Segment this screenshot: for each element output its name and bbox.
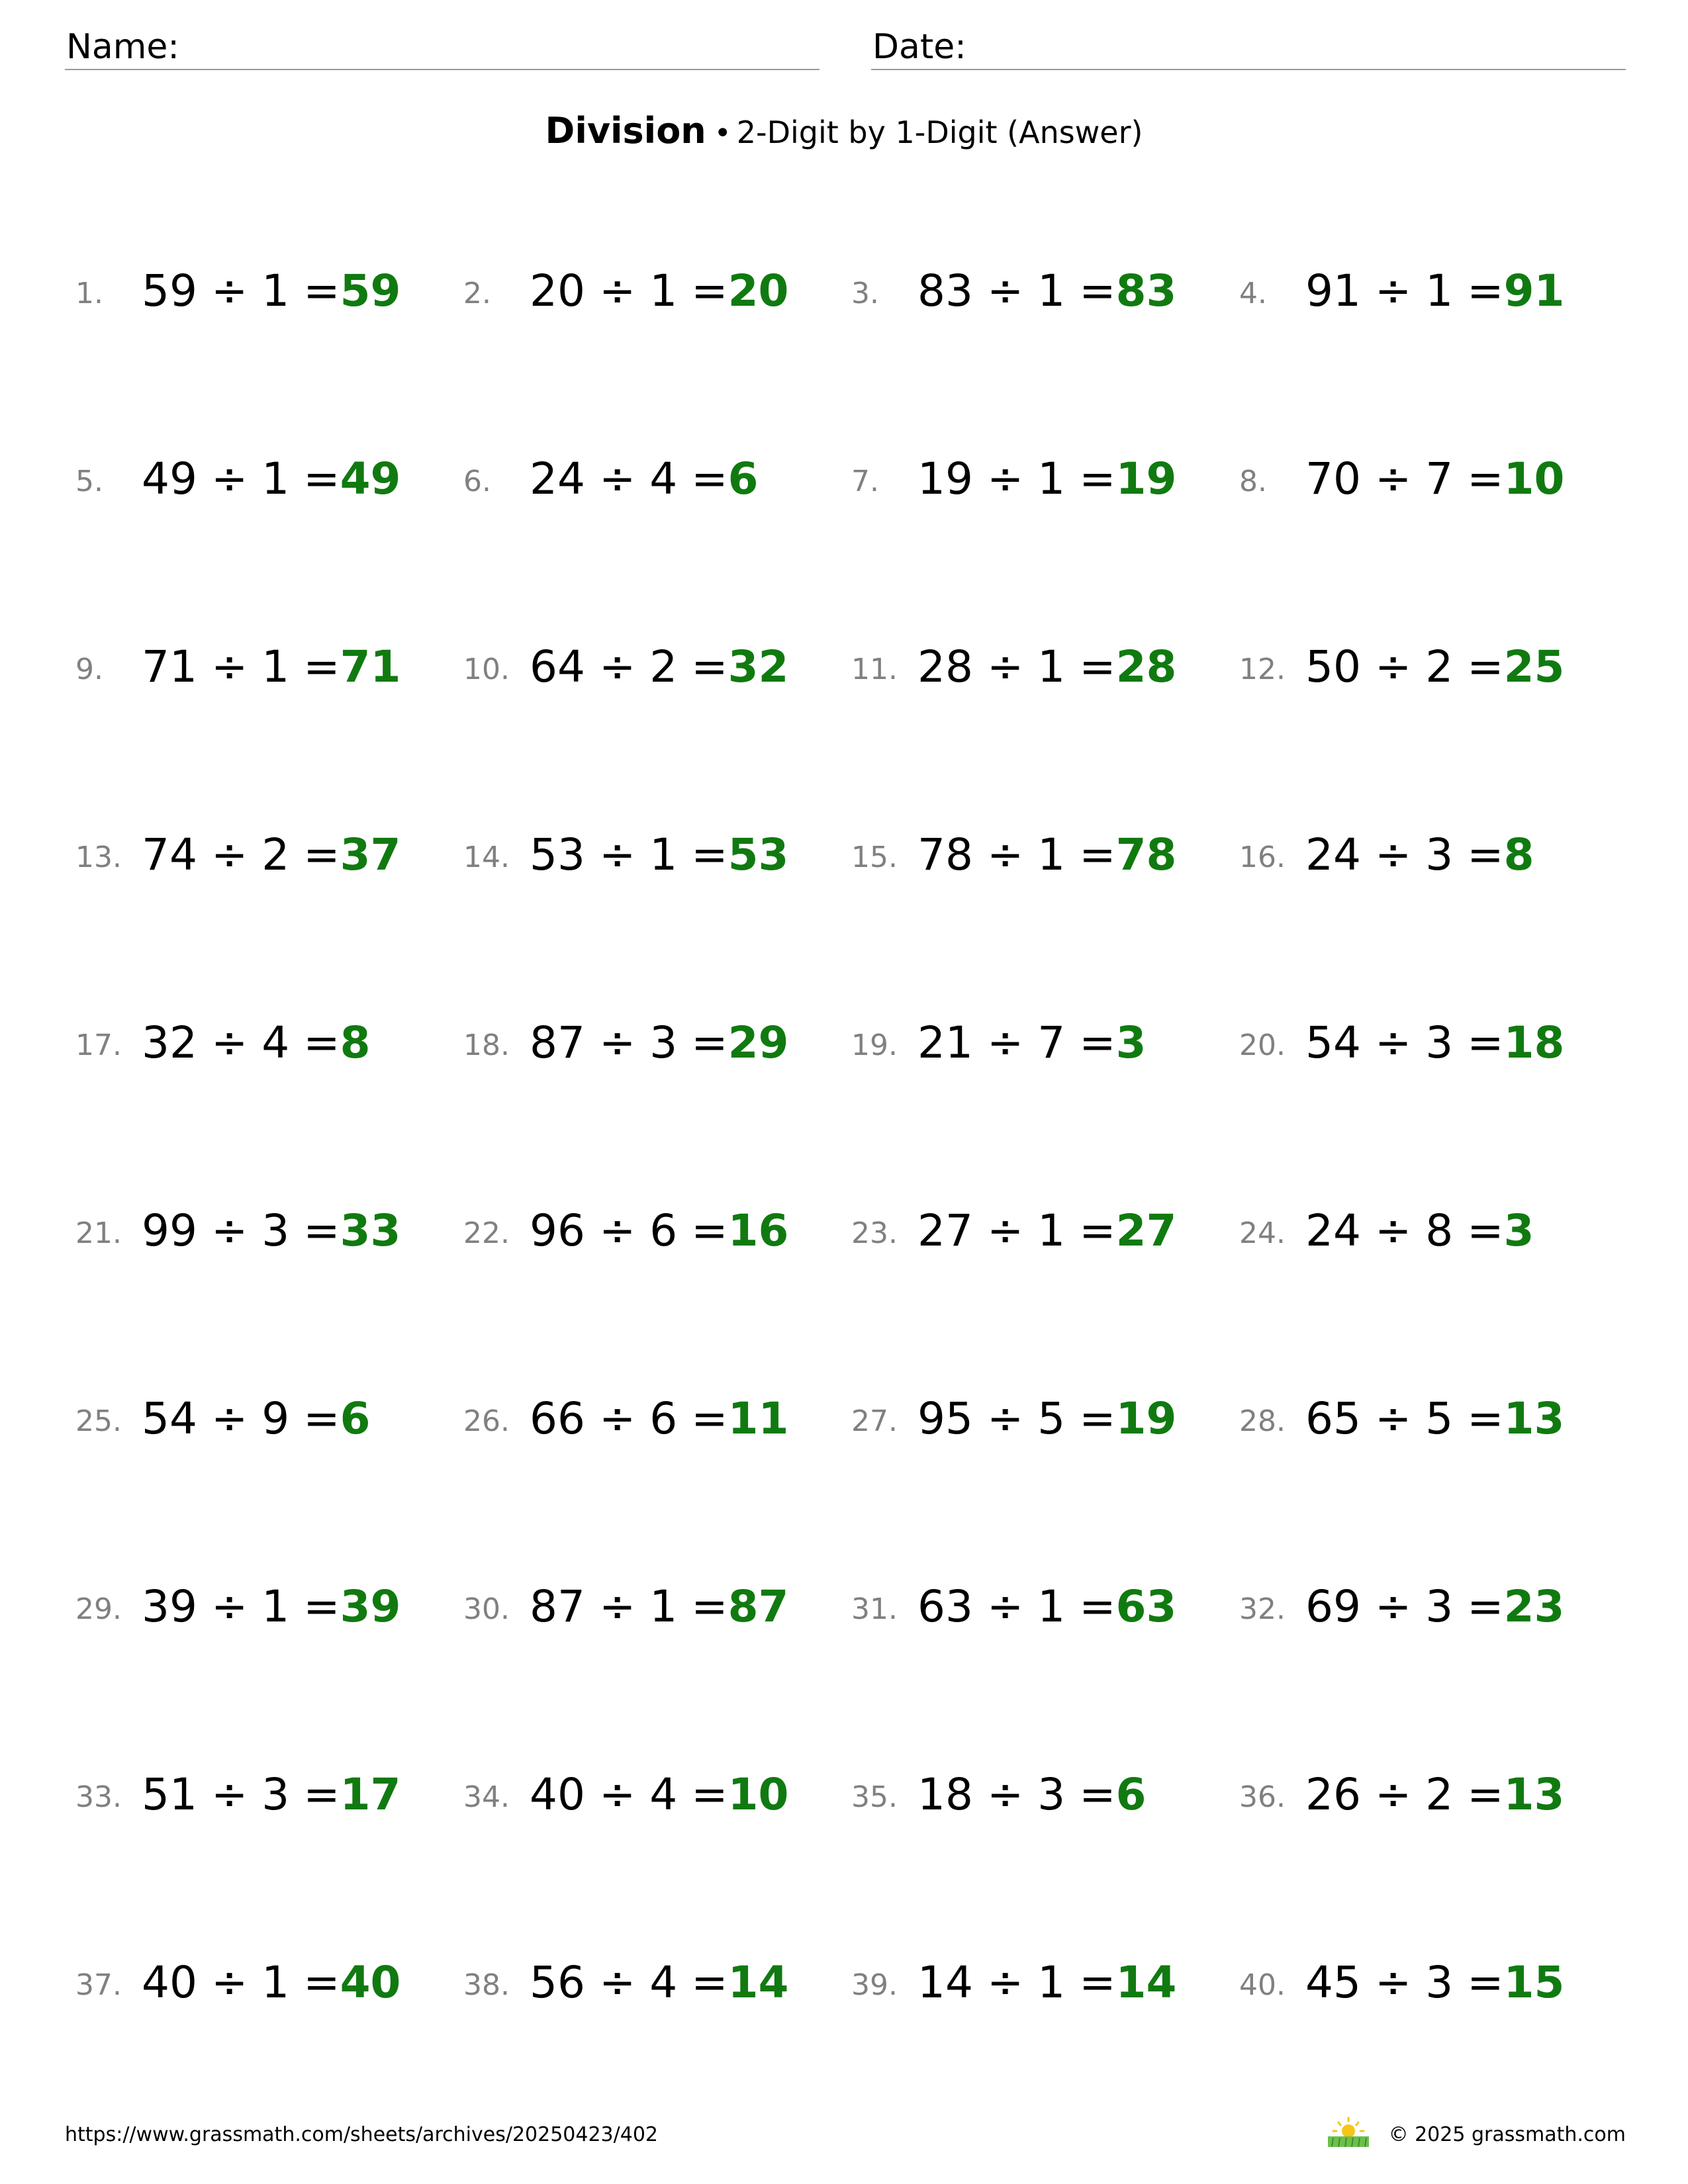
divisor: 7 [1425,453,1454,504]
dividend: 59 [142,265,197,316]
problem-number: 4. [1239,277,1267,310]
answer: 8 [340,1017,371,1068]
divisor: 1 [1037,453,1066,504]
divide-sign: ÷ [986,453,1024,504]
divide-sign: ÷ [986,1769,1024,1820]
dividend: 74 [142,829,197,880]
divisor: 6 [649,1393,678,1444]
date-label: Date: [872,27,966,67]
divide-sign: ÷ [1374,1393,1412,1444]
answer: 78 [1115,829,1177,880]
problem-number: 3. [851,277,879,310]
dividend: 40 [142,1957,197,2008]
problem-expression [530,1574,788,1640]
problem-number: 1. [75,277,103,310]
divide-sign: ÷ [211,1957,248,2008]
divisor: 1 [261,453,290,504]
equals-sign: = [691,453,728,504]
equals-sign: = [1079,265,1116,316]
problem-number: 8. [1239,465,1267,498]
problem-expression [530,634,788,700]
dividend: 78 [917,829,973,880]
equals-sign: = [303,829,340,880]
problem-number: 35. [851,1780,898,1814]
answer: 13 [1503,1393,1565,1444]
dividend: 66 [530,1393,585,1444]
problem-number: 2. [463,277,491,310]
problem-expression [917,1762,1147,1828]
divisor: 1 [649,265,678,316]
answer: 53 [727,829,789,880]
problem-number: 40. [1239,1968,1286,2002]
equals-sign: = [691,1393,728,1444]
problem-number: 23. [851,1216,898,1250]
divide-sign: ÷ [986,1205,1024,1256]
problem-expression [530,822,788,888]
problem-expression [530,446,759,512]
dividend: 39 [142,1581,197,1632]
answer: 91 [1503,265,1565,316]
date-field[interactable] [871,25,1626,70]
divide-sign: ÷ [211,1017,248,1068]
answer: 63 [1115,1581,1177,1632]
answer: 16 [727,1205,789,1256]
answer: 33 [340,1205,401,1256]
equals-sign: = [691,1957,728,2008]
problem-number: 21. [75,1216,122,1250]
problem-number: 10. [463,653,510,686]
dividend: 71 [142,641,197,692]
divide-sign: ÷ [211,265,248,316]
divisor: 3 [1425,1957,1454,2008]
equals-sign: = [691,641,728,692]
dividend: 27 [917,1205,973,1256]
equals-sign: = [1467,1393,1504,1444]
dividend: 24 [530,453,585,504]
divide-sign: ÷ [1374,641,1412,692]
divide-sign: ÷ [1374,453,1412,504]
divide-sign: ÷ [598,1957,636,2008]
dividend: 54 [142,1393,197,1444]
problem-number: 5. [75,465,103,498]
divisor: 3 [261,1769,290,1820]
equals-sign: = [691,265,728,316]
worksheet-title [0,105,1688,166]
dividend: 83 [917,265,973,316]
equals-sign: = [691,1205,728,1256]
problem-number: 17. [75,1028,122,1062]
answer: 11 [727,1393,789,1444]
divisor: 1 [261,641,290,692]
problem-expression [1305,1950,1564,2016]
problem-expression [917,1386,1176,1452]
problem-number: 30. [463,1592,510,1626]
dividend: 21 [917,1017,973,1068]
divisor: 7 [1037,1017,1066,1068]
problem-expression [917,1950,1176,2016]
divisor: 1 [1037,1957,1066,2008]
problem-number: 24. [1239,1216,1286,1250]
problem-expression [917,1574,1176,1640]
problem-expression [530,1010,788,1076]
dividend: 45 [1305,1957,1361,2008]
divide-sign: ÷ [211,641,248,692]
answer: 8 [1503,829,1534,880]
equals-sign: = [303,1769,340,1820]
divide-sign: ÷ [986,265,1024,316]
divide-sign: ÷ [986,1581,1024,1632]
divisor: 2 [1425,1769,1454,1820]
equals-sign: = [303,1205,340,1256]
problem-expression [1305,258,1564,324]
problem-number: 34. [463,1780,510,1814]
grass-sun-logo-icon [1327,2115,1370,2148]
problem-expression [530,1386,788,1452]
divisor: 3 [1425,1581,1454,1632]
problem-expression [1305,1386,1564,1452]
name-label: Name: [66,27,179,67]
equals-sign: = [303,1393,340,1444]
answer: 19 [1115,453,1177,504]
divide-sign: ÷ [598,1205,636,1256]
problem-number: 7. [851,465,879,498]
divide-sign: ÷ [598,1017,636,1068]
divide-sign: ÷ [1374,1769,1412,1820]
problem-expression [142,1198,400,1264]
answer: 37 [340,829,401,880]
problem-number: 37. [75,1968,122,2002]
dividend: 56 [530,1957,585,2008]
dividend: 53 [530,829,585,880]
divisor: 1 [1037,641,1066,692]
dividend: 49 [142,453,197,504]
title-subtitle: 2-Digit by 1-Digit (Answer) [736,114,1143,150]
problem-number: 28. [1239,1404,1286,1438]
equals-sign: = [691,1769,728,1820]
answer: 25 [1503,641,1565,692]
dividend: 19 [917,453,973,504]
problem-expression [1305,1574,1564,1640]
equals-sign: = [303,265,340,316]
answer: 59 [340,265,401,316]
problem-number: 32. [1239,1592,1286,1626]
problem-number: 25. [75,1404,122,1438]
divisor: 4 [649,1769,678,1820]
dividend: 69 [1305,1581,1361,1632]
divisor: 3 [1425,1017,1454,1068]
equals-sign: = [1079,829,1116,880]
divisor: 2 [261,829,290,880]
problem-expression [142,1010,371,1076]
dividend: 40 [530,1769,585,1820]
problem-expression [1305,1198,1534,1264]
divisor: 1 [261,1581,290,1632]
answer: 87 [727,1581,789,1632]
divide-sign: ÷ [598,453,636,504]
dividend: 26 [1305,1769,1361,1820]
answer: 15 [1503,1957,1565,2008]
answer: 71 [340,641,401,692]
answer: 49 [340,453,401,504]
problem-number: 20. [1239,1028,1286,1062]
problem-expression [917,446,1176,512]
answer: 10 [727,1769,789,1820]
equals-sign: = [1079,1393,1116,1444]
divisor: 2 [649,641,678,692]
problem-expression [917,1198,1176,1264]
divisor: 3 [1425,829,1454,880]
divisor: 1 [1037,829,1066,880]
dividend: 63 [917,1581,973,1632]
answer: 3 [1115,1017,1147,1068]
problem-number: 6. [463,465,491,498]
divisor: 5 [1037,1393,1066,1444]
divide-sign: ÷ [598,1769,636,1820]
divisor: 1 [649,1581,678,1632]
answer: 3 [1503,1205,1534,1256]
divide-sign: ÷ [986,641,1024,692]
divide-sign: ÷ [1374,829,1412,880]
title-bullet: • [714,116,731,150]
problem-number: 27. [851,1404,898,1438]
divide-sign: ÷ [1374,1017,1412,1068]
dividend: 87 [530,1581,585,1632]
problem-expression [1305,1762,1564,1828]
problem-expression [917,634,1176,700]
equals-sign: = [691,829,728,880]
answer: 10 [1503,453,1565,504]
problem-number: 18. [463,1028,510,1062]
dividend: 50 [1305,641,1361,692]
problem-expression [1305,1010,1564,1076]
problem-number: 22. [463,1216,510,1250]
divide-sign: ÷ [986,1957,1024,2008]
divisor: 4 [649,453,678,504]
divisor: 3 [1037,1769,1066,1820]
divisor: 4 [649,1957,678,2008]
equals-sign: = [1467,641,1504,692]
equals-sign: = [303,1957,340,2008]
answer: 14 [1115,1957,1177,2008]
equals-sign: = [1079,1769,1116,1820]
equals-sign: = [303,641,340,692]
equals-sign: = [1467,1205,1504,1256]
title-main: Division [545,110,706,152]
divisor: 1 [261,1957,290,2008]
equals-sign: = [1467,1957,1504,2008]
divide-sign: ÷ [598,829,636,880]
answer: 28 [1115,641,1177,692]
dividend: 54 [1305,1017,1361,1068]
divisor: 6 [649,1205,678,1256]
problem-expression [142,446,400,512]
divisor: 3 [649,1017,678,1068]
dividend: 91 [1305,265,1361,316]
problem-expression [1305,634,1564,700]
problem-expression [530,1950,788,2016]
divide-sign: ÷ [211,1393,248,1444]
equals-sign: = [303,453,340,504]
problem-number: 13. [75,841,122,874]
divide-sign: ÷ [1374,1581,1412,1632]
equals-sign: = [1467,1017,1504,1068]
answer: 6 [1115,1769,1147,1820]
problem-expression [142,822,400,888]
problem-expression [917,1010,1147,1076]
equals-sign: = [691,1581,728,1632]
problem-expression [142,1386,371,1452]
answer: 19 [1115,1393,1177,1444]
answer: 6 [340,1393,371,1444]
dividend: 96 [530,1205,585,1256]
divisor: 1 [1037,1205,1066,1256]
footer-url[interactable]: https://www.grassmath.com/sheets/archives/20250423/402 [65,2123,659,2146]
answer: 20 [727,265,789,316]
problem-number: 11. [851,653,898,686]
problem-number: 15. [851,841,898,874]
dividend: 28 [917,641,973,692]
divisor: 4 [261,1017,290,1068]
problem-number: 16. [1239,841,1286,874]
answer: 17 [340,1769,401,1820]
answer: 6 [727,453,759,504]
problem-expression [530,1762,788,1828]
answer: 29 [727,1017,789,1068]
divide-sign: ÷ [986,1017,1024,1068]
dividend: 51 [142,1769,197,1820]
divide-sign: ÷ [1374,1205,1412,1256]
problem-number: 26. [463,1404,510,1438]
dividend: 70 [1305,453,1361,504]
divide-sign: ÷ [598,641,636,692]
problem-number: 31. [851,1592,898,1626]
problem-expression [1305,446,1564,512]
divide-sign: ÷ [598,1393,636,1444]
dividend: 24 [1305,829,1361,880]
answer: 39 [340,1581,401,1632]
answer: 27 [1115,1205,1177,1256]
divisor: 1 [1425,265,1454,316]
equals-sign: = [1467,829,1504,880]
problem-expression [142,1950,400,2016]
divisor: 2 [1425,641,1454,692]
problem-expression [530,1198,788,1264]
problem-expression [530,258,788,324]
dividend: 14 [917,1957,973,2008]
problem-number: 12. [1239,653,1286,686]
problem-expression [1305,822,1534,888]
divisor: 1 [261,265,290,316]
divide-sign: ÷ [986,1393,1024,1444]
footer-copyright: © 2025 grassmath.com [1388,2123,1626,2146]
equals-sign: = [1467,453,1504,504]
equals-sign: = [1079,453,1116,504]
equals-sign: = [1079,641,1116,692]
equals-sign: = [691,1017,728,1068]
divide-sign: ÷ [211,1769,248,1820]
divisor: 1 [1037,265,1066,316]
divide-sign: ÷ [211,1205,248,1256]
name-field[interactable] [65,25,820,70]
equals-sign: = [1467,1581,1504,1632]
divide-sign: ÷ [598,1581,636,1632]
answer: 14 [727,1957,789,2008]
dividend: 64 [530,641,585,692]
problem-expression [142,634,400,700]
equals-sign: = [1467,265,1504,316]
problem-number: 38. [463,1968,510,2002]
dividend: 99 [142,1205,197,1256]
dividend: 95 [917,1393,973,1444]
answer: 13 [1503,1769,1565,1820]
divisor: 1 [1037,1581,1066,1632]
answer: 23 [1503,1581,1565,1632]
dividend: 65 [1305,1393,1361,1444]
problem-number: 9. [75,653,103,686]
problem-number: 29. [75,1592,122,1626]
divisor: 9 [261,1393,290,1444]
equals-sign: = [303,1017,340,1068]
divisor: 1 [649,829,678,880]
problem-expression [917,258,1176,324]
problem-expression [917,822,1176,888]
equals-sign: = [1079,1581,1116,1632]
problem-number: 39. [851,1968,898,2002]
problem-number: 14. [463,841,510,874]
divide-sign: ÷ [1374,265,1412,316]
equals-sign: = [1467,1769,1504,1820]
dividend: 20 [530,265,585,316]
problem-expression [142,1574,400,1640]
answer: 40 [340,1957,401,2008]
answer: 18 [1503,1017,1565,1068]
divisor: 3 [261,1205,290,1256]
problem-number: 33. [75,1780,122,1814]
dividend: 24 [1305,1205,1361,1256]
answer: 32 [727,641,789,692]
dividend: 18 [917,1769,973,1820]
problem-expression [142,258,400,324]
problem-expression [142,1762,400,1828]
divisor: 8 [1425,1205,1454,1256]
divide-sign: ÷ [211,453,248,504]
equals-sign: = [1079,1205,1116,1256]
divide-sign: ÷ [598,265,636,316]
divide-sign: ÷ [986,829,1024,880]
dividend: 87 [530,1017,585,1068]
problem-number: 19. [851,1028,898,1062]
divide-sign: ÷ [211,829,248,880]
divide-sign: ÷ [1374,1957,1412,2008]
answer: 83 [1115,265,1177,316]
divide-sign: ÷ [211,1581,248,1632]
dividend: 32 [142,1017,197,1068]
equals-sign: = [303,1581,340,1632]
equals-sign: = [1079,1017,1116,1068]
problem-number: 36. [1239,1780,1286,1814]
equals-sign: = [1079,1957,1116,2008]
divisor: 5 [1425,1393,1454,1444]
